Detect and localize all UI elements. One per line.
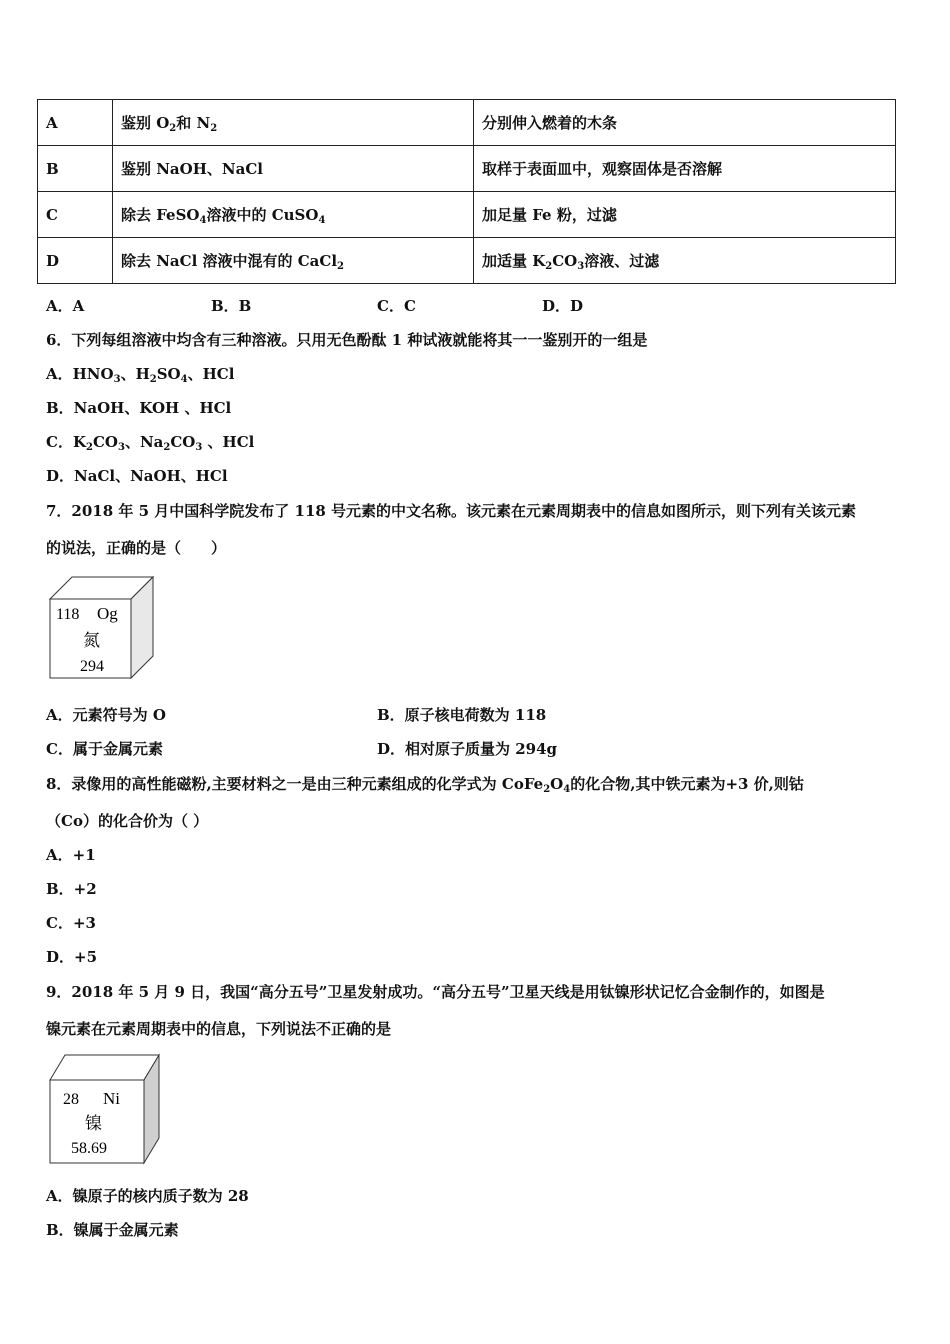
row-letter: C (38, 192, 113, 238)
row-purpose: 除去 FeSO$_4$溶液中的 CuSO$_4$ (113, 192, 474, 238)
q7-choice-b[interactable]: B．原子核电荷数为 118 (377, 706, 547, 724)
q6-choice-b[interactable]: B．NaOH、KOH 、HCl (46, 399, 232, 417)
table-row (38, 146, 896, 192)
q9-stem-line1: 9．2018 年 5 月 9 日，我国“高分五号”卫星发射成功。“高分五号”卫星天线是用钛镍形状记忆合金制作的，如图是 (46, 983, 825, 1001)
og-element-card (47, 574, 159, 684)
table-row (38, 238, 896, 284)
row-purpose: 鉴别 NaOH、NaCl (113, 146, 474, 192)
og-name: 氮 (83, 631, 100, 650)
row-letter: D (38, 238, 113, 284)
row-method: 分别伸入燃着的木条 (474, 100, 896, 146)
q6-choice-c[interactable]: C．$K_2CO_3$、$Na_2CO_3$ 、HCl (46, 433, 255, 453)
og-mass: 294 (80, 658, 104, 675)
row-letter: A (38, 100, 113, 146)
ni-symbol: Ni (103, 1089, 120, 1108)
row-letter: B (38, 146, 113, 192)
q6-stem: 6．下列每组溶液中均含有三种溶液。只用无色酚酞 1 种试液就能将其一一鉴别开的一组是 (46, 331, 648, 349)
ni-element-card (47, 1052, 163, 1170)
q5-choice-b[interactable]: B．B (211, 297, 252, 315)
q7-choice-a[interactable]: A．元素符号为 O (46, 706, 166, 724)
q7-choice-d[interactable]: D．相对原子质量为 294g (377, 740, 558, 758)
table-row (38, 192, 896, 238)
row-method: 取样于表面皿中，观察固体是否溶解 (474, 146, 896, 192)
q9-stem-line2: 镍元素在元素周期表中的信息，下列说法不正确的是 (46, 1020, 392, 1038)
ni-name: 镍 (85, 1114, 102, 1133)
row-method: 加适量 $K_2CO_3$溶液、过滤 (474, 238, 896, 284)
row-purpose: 鉴别 $O_2$和 $N_2$ (113, 100, 474, 146)
q7-stem-line1: 7．2018 年 5 月中国科学院发布了 118 号元素的中文名称。该元素在元素周期表中的信息如图所示，则下列有关该元素 (46, 502, 857, 520)
row-method: 加足量 Fe 粉，过滤 (474, 192, 896, 238)
q8-choice-c[interactable]: C．+3 (46, 914, 96, 932)
ni-mass: 58.69 (71, 1140, 107, 1157)
q9-choice-b[interactable]: B．镍属于金属元素 (46, 1221, 179, 1239)
q5-choice-d[interactable]: D．D (542, 297, 584, 315)
q8-stem-line1: 8．录像用的高性能磁粉,主要材料之一是由三种元素组成的化学式为 $CoFe_2O_4$的化合物,其中铁元素为+3 价,则钴 (46, 775, 804, 795)
og-symbol: Og (97, 604, 118, 623)
q5-choice-a[interactable]: A．A (46, 297, 85, 315)
q8-choice-a[interactable]: A．+1 (46, 846, 96, 864)
q7-stem-line2: 的说法，正确的是（ ） (46, 539, 227, 557)
q8-stem-line2: （Co）的化合价为（ ） (46, 812, 209, 830)
og-atomic-number: 118 (56, 606, 80, 623)
q9-choice-a[interactable]: A．镍原子的核内质子数为 28 (46, 1187, 249, 1205)
q8-choice-d[interactable]: D．+5 (46, 948, 98, 966)
q6-choice-d[interactable]: D．NaCl、NaOH、HCl (46, 467, 228, 485)
options-table (37, 99, 896, 284)
table-row (38, 100, 896, 146)
q7-choice-c[interactable]: C．属于金属元素 (46, 740, 163, 758)
row-purpose: 除去 NaCl 溶液中混有的 CaCl$_2$ (113, 238, 474, 284)
q5-choice-c[interactable]: C．C (377, 297, 416, 315)
q8-choice-b[interactable]: B．+2 (46, 880, 97, 898)
ni-atomic-number: 28 (63, 1091, 79, 1108)
q6-choice-a[interactable]: A．$HNO_3$、$H_2SO_4$、HCl (46, 365, 235, 385)
